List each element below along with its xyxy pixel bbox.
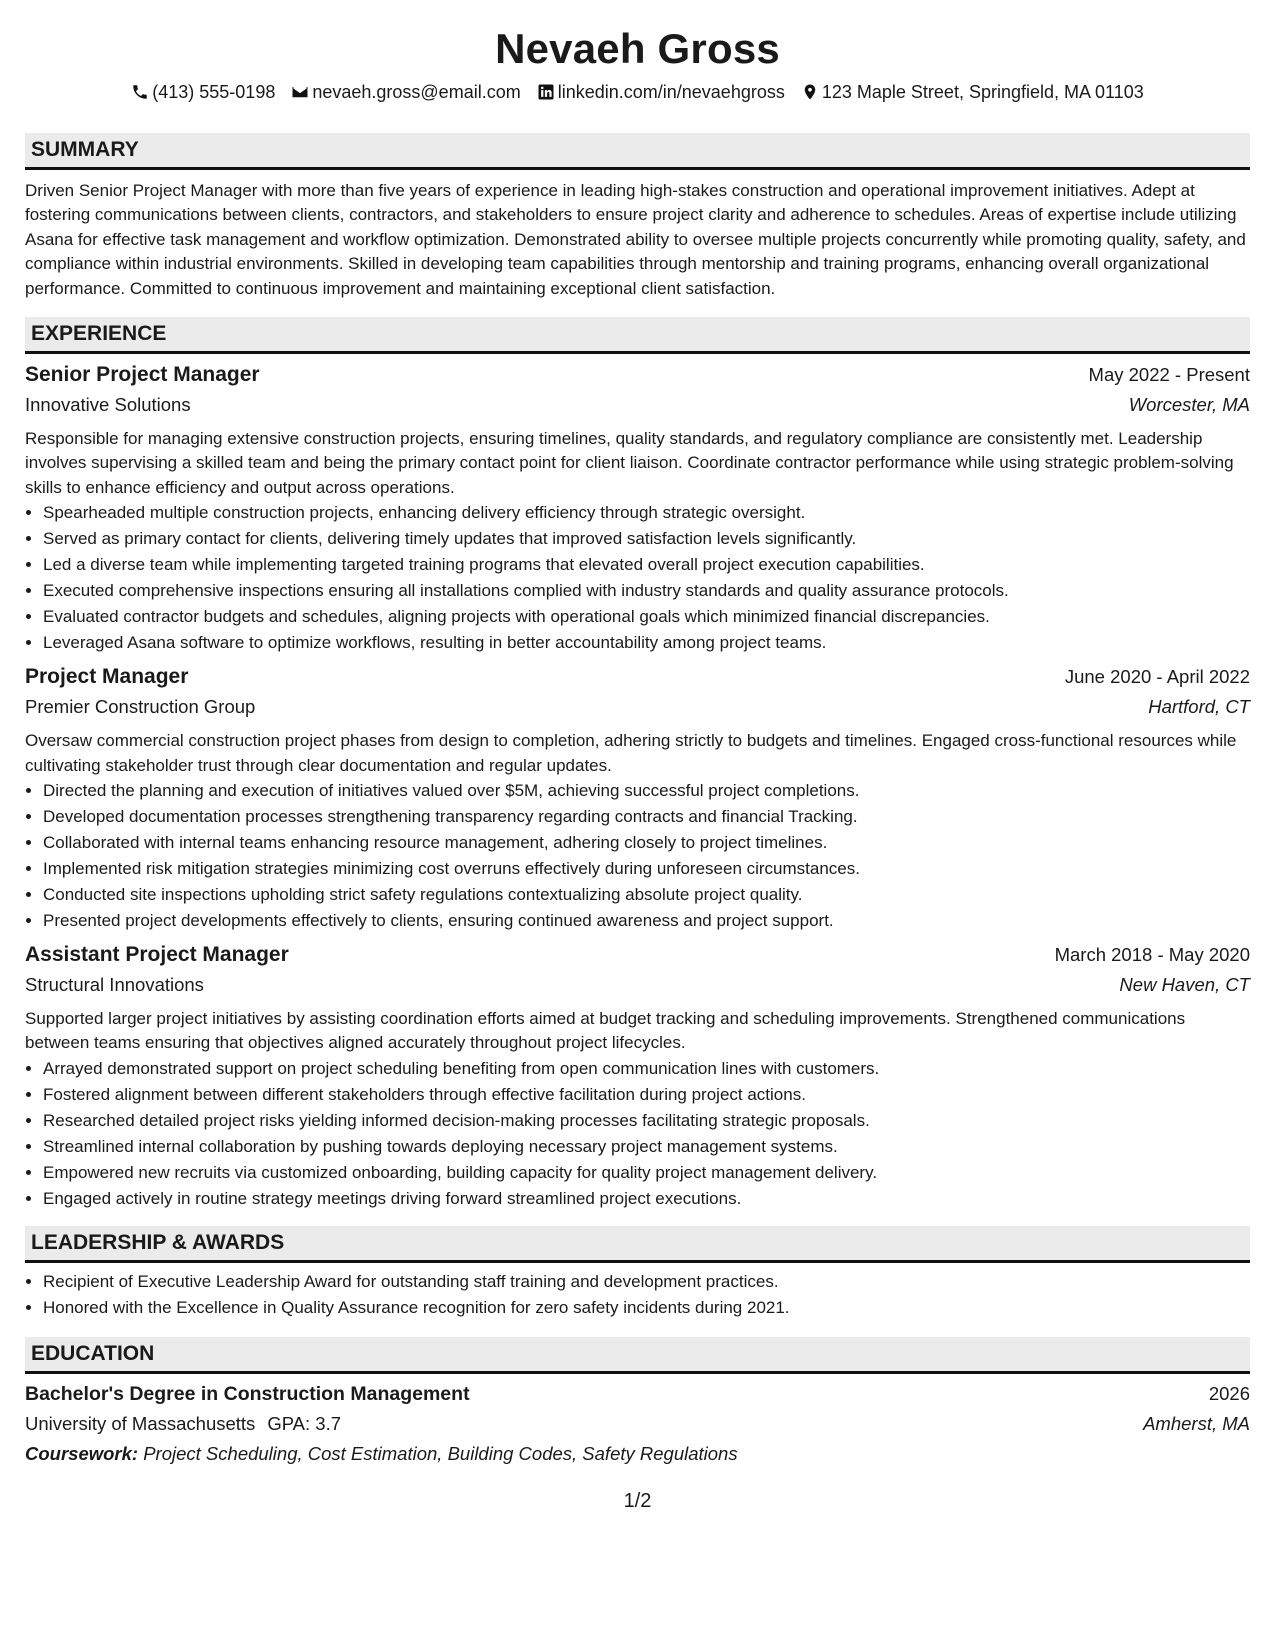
job-dates: May 2022 - Present	[1088, 364, 1250, 386]
list-item: • Presented project developments effectively to clients, ensuring continued awareness and project support.	[43, 908, 1250, 934]
job-location: New Haven, CT	[1119, 974, 1250, 996]
list-item: • Researched detailed project risks yielding informed decision-making processes facilitating strategic proposals.	[43, 1108, 1250, 1134]
list-item: • Fostered alignment between different stakeholders through effective facilitation during project actions.	[43, 1082, 1250, 1108]
section-heading: SUMMARY	[25, 133, 1250, 170]
coursework-line	[25, 1439, 1250, 1469]
page-number: 1/2	[623, 1490, 652, 1512]
list-item: • Empowered new recruits via customized onboarding, building capacity for quality project management delivery.	[43, 1160, 1250, 1186]
summary-section	[25, 133, 1250, 301]
list-item: • Recipient of Executive Leadership Award for outstanding staff training and development practices.	[43, 1269, 1250, 1295]
map-pin-icon	[801, 83, 819, 101]
job-dates: March 2018 - May 2020	[1054, 944, 1250, 966]
education-section	[25, 1337, 1250, 1469]
job-entry	[25, 940, 1250, 1212]
address-text: 123 Maple Street, Springfield, MA 01103	[821, 82, 1144, 102]
list-item: • Honored with the Excellence in Quality Assurance recognition for zero safety incidents during 2021.	[43, 1295, 1250, 1321]
gpa-text: GPA: 3.7	[267, 1412, 342, 1434]
section-heading: EXPERIENCE	[25, 317, 1250, 354]
coursework-label: Coursework:	[25, 1442, 139, 1464]
section-heading: LEADERSHIP & AWARDS	[25, 1226, 1250, 1263]
leadership-section	[25, 1226, 1250, 1321]
linkedin-icon	[537, 83, 555, 101]
list-item: • Spearheaded multiple construction projects, enhancing delivery efficiency through strategic oversight.	[43, 500, 1250, 526]
job-bullets	[25, 1056, 1250, 1212]
contact-email	[291, 80, 520, 104]
contact-phone	[131, 80, 275, 104]
list-item: • Arrayed demonstrated support on project scheduling benefiting from open communication lines with customers.	[43, 1056, 1250, 1082]
list-item: • Led a diverse team while implementing targeted training programs that elevated overall project execution capabilities.	[43, 552, 1250, 578]
contact-linkedin	[537, 80, 785, 104]
company-name: Innovative Solutions	[25, 394, 191, 416]
school-name: University of Massachusetts	[25, 1412, 256, 1434]
list-item: • Directed the planning and execution of initiatives valued over $5M, achieving successful project completions.	[43, 778, 1250, 804]
job-title: Project Manager	[25, 665, 189, 689]
list-item: • Engaged actively in routine strategy meetings driving forward streamlined project executions.	[43, 1186, 1250, 1212]
list-item: • Implemented risk mitigation strategies minimizing cost overruns effectively during unforeseen circumstances.	[43, 856, 1250, 882]
graduation-year: 2026	[1208, 1382, 1250, 1404]
list-item: • Leveraged Asana software to optimize workflows, resulting in better accountability among project teams.	[43, 630, 1250, 656]
envelope-icon	[291, 83, 309, 101]
coursework-list: Project Scheduling, Cost Estimation, Building Codes, Safety Regulations	[143, 1442, 738, 1464]
contact-address	[801, 80, 1144, 104]
summary-text: Driven Senior Project Manager with more than five years of experience in leading high-stakes construction and operational improvement initiatives. Adept at fostering communications between clients, contractors, and stakeholders to ensure project clarity and adherence to schedules. Areas of expertise include utilizing Asana for effective task management and workflow optimization. Demonstrated ability to oversee multiple projects concurrently while promoting quality, safety, and compliance within industrial environments. Skilled in developing team capabilities through mentorship and training programs, enhancing overall organizational performance. Committed to continuous improvement and maintaining exceptional client satisfaction.	[25, 181, 1246, 298]
list-item: • Conducted site inspections upholding strict safety regulations contextualizing absolute project quality.	[43, 882, 1250, 908]
job-entry	[25, 360, 1250, 656]
job-description: Supported larger project initiatives by assisting coordination efforts aimed at budget tracking and scheduling improvements. Strengthened communications between teams ensuring that objectives aligned accurately throughout project lifecycles.	[25, 1009, 1186, 1053]
list-item: • Collaborated with internal teams enhancing resource management, adhering closely to project timelines.	[43, 830, 1250, 856]
award-bullets	[25, 1269, 1250, 1321]
school-location: Amherst, MA	[1143, 1412, 1250, 1434]
company-name: Structural Innovations	[25, 974, 204, 996]
job-location: Hartford, CT	[1148, 696, 1250, 718]
list-item: • Served as primary contact for clients, delivering timely updates that improved satisfaction levels significantly.	[43, 526, 1250, 552]
job-description: Responsible for managing extensive construction projects, ensuring timelines, quality standards, and regulatory compliance are consistently met. Leadership involves supervising a skilled team and being the primary contact point for client liaison. Coordinate contractor performance while using strategic problem-solving skills to enhance efficiency and output across operations.	[25, 429, 1234, 497]
linkedin-text: linkedin.com/in/nevaehgross	[557, 82, 785, 102]
job-description: Oversaw commercial construction project phases from design to completion, adhering strictly to budgets and timelines. Engaged cross-functional resources while cultivating stakeholder trust through clear documentation and regular updates.	[25, 731, 1237, 775]
job-entry	[25, 662, 1250, 934]
list-item: • Executed comprehensive inspections ensuring all installations complied with industry standards and quality assurance protocols.	[43, 578, 1250, 604]
list-item: • Evaluated contractor budgets and schedules, aligning projects with operational goals which minimized financial discrepancies.	[43, 604, 1250, 630]
job-title: Senior Project Manager	[25, 363, 260, 387]
phone-icon	[131, 83, 149, 101]
email-text: nevaeh.gross@email.com	[312, 82, 521, 102]
section-heading: EDUCATION	[25, 1337, 1250, 1374]
contact-bar	[25, 80, 1250, 104]
company-name: Premier Construction Group	[25, 696, 256, 718]
resume-page	[25, 0, 1250, 1469]
degree-title: Bachelor's Degree in Construction Management	[25, 1382, 470, 1405]
school-line	[25, 1409, 341, 1439]
job-bullets	[25, 500, 1250, 656]
job-title: Assistant Project Manager	[25, 943, 289, 967]
candidate-name: Nevaeh Gross	[495, 25, 780, 72]
job-location: Worcester, MA	[1128, 394, 1250, 416]
experience-section	[25, 317, 1250, 1212]
list-item: • Streamlined internal collaboration by pushing towards deploying necessary project management systems.	[43, 1134, 1250, 1160]
phone-text: (413) 555-0198	[152, 82, 276, 102]
job-dates: June 2020 - April 2022	[1064, 666, 1250, 688]
job-bullets	[25, 778, 1250, 934]
list-item: • Developed documentation processes strengthening transparency regarding contracts and financial Tracking.	[43, 804, 1250, 830]
